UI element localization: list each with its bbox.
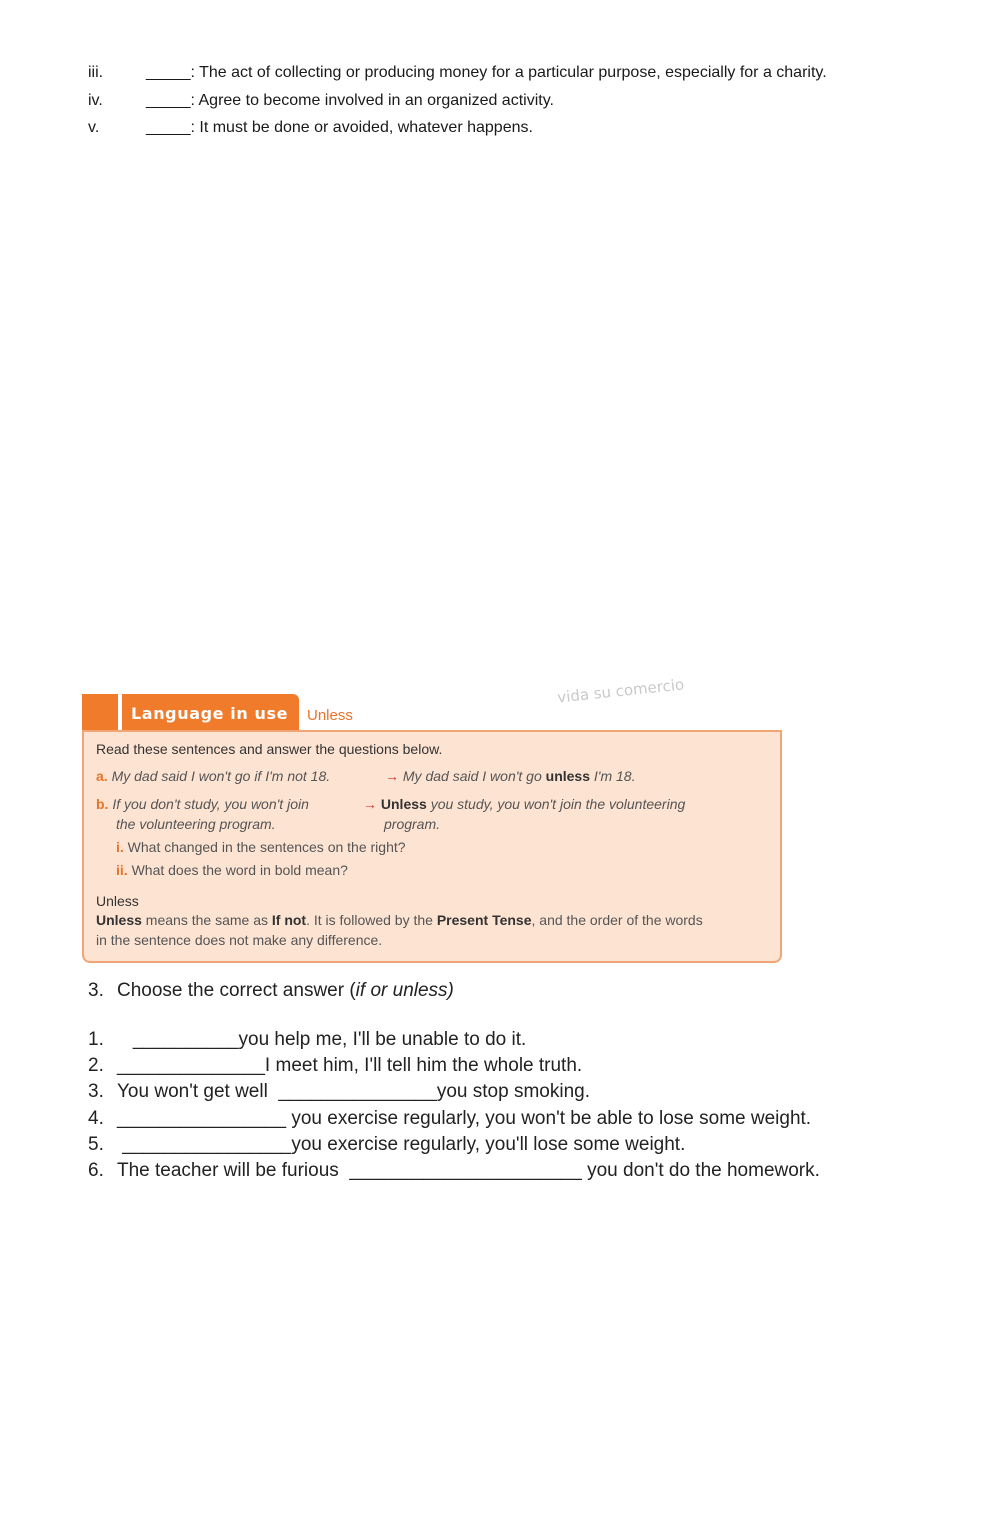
rule-line-2: in the sentence does not make any difference.: [96, 932, 383, 948]
item-number: 5.: [88, 1133, 104, 1155]
example-b-right-text-cont: program.: [384, 816, 441, 832]
exercise-item: [88, 1132, 968, 1158]
item-number: 2.: [88, 1055, 104, 1077]
example-a-left: [96, 768, 330, 784]
exercise-list: [88, 1027, 968, 1184]
box-subtitle: Unless: [307, 707, 353, 724]
example-b-label: b.: [96, 796, 109, 812]
definition-item: [88, 87, 968, 115]
item-number: 3.: [88, 1081, 104, 1103]
example-b-text-cont: the volunteering program.: [116, 816, 276, 832]
rule-bold-unless: Unless: [96, 912, 142, 928]
item-text: __________you help me, I'll be unable to do it.: [117, 1029, 527, 1050]
question-2-text: What does the word in bold mean?: [131, 862, 348, 878]
definition-item: [88, 114, 968, 142]
exercise-item: [88, 1158, 968, 1184]
item-number: 4.: [88, 1107, 104, 1129]
exercise-item: [88, 1053, 968, 1079]
example-a-bold: unless: [545, 768, 590, 784]
question-1-text: What changed in the sentences on the right?: [127, 839, 406, 855]
item-text: ________________ you exercise regularly, you won't be able to lose some weight.: [117, 1107, 812, 1129]
example-a-text: My dad said I won't go if I'm not 18.: [111, 768, 331, 784]
arrow-icon: →: [363, 796, 377, 812]
exercise-instruction: Choose the correct answer (: [117, 980, 356, 1001]
watermark: vida su comercio: [556, 675, 685, 707]
example-b-right: [363, 796, 685, 812]
rule-bold-present-tense: Present Tense: [436, 912, 532, 928]
exercise-heading: [88, 980, 454, 1002]
item-text: You won't get well _______________you stop smoking.: [117, 1081, 590, 1103]
definition-number: iv.: [88, 91, 103, 109]
instruction: Read these sentences and answer the questions below.: [96, 741, 443, 757]
example-a-right-end: I'm 18.: [590, 768, 636, 784]
exercise-item: [88, 1079, 968, 1105]
rule-line-1: [96, 912, 703, 928]
definition-text: _____: The act of collecting or producing money for a particular purpose, especially for a charity.: [146, 64, 827, 81]
question-2: [116, 862, 348, 878]
example-b-right-cont: [384, 816, 440, 832]
example-a-label: a.: [96, 768, 108, 784]
rule-text: . It is followed by the: [306, 912, 437, 928]
arrow-icon: →: [385, 768, 399, 784]
rule-title: Unless: [96, 893, 139, 909]
example-b-text: If you don't study, you won't join: [112, 796, 309, 812]
exercise-item: [88, 1106, 968, 1132]
item-text: ________________you exercise regularly, you'll lose some weight.: [117, 1133, 686, 1155]
item-number: 1.: [88, 1029, 104, 1050]
question-1: [116, 839, 406, 855]
grammar-panel: [82, 730, 782, 963]
question-1-label: i.: [116, 839, 124, 855]
definitions-list: [88, 59, 968, 142]
item-number: 6.: [88, 1160, 104, 1182]
rule-text: means the same as: [141, 912, 272, 928]
tab-marker: [82, 694, 118, 732]
example-b-left: [96, 796, 309, 812]
question-2-label: ii.: [116, 862, 128, 878]
example-b-left-cont: [116, 816, 276, 832]
example-a-right: [385, 768, 635, 784]
definition-text: _____: It must be done or avoided, whatever happens.: [146, 119, 533, 136]
box-title: Language in use: [131, 704, 289, 723]
exercise-number: 3.: [88, 980, 104, 1001]
exercise-options: if or unless): [355, 980, 454, 1001]
example-a-right-text: My dad said I won't go: [402, 768, 546, 784]
example-b-right-text: you study, you won't join the volunteering: [426, 796, 686, 812]
exercise-item: [88, 1027, 968, 1053]
language-in-use-box: [82, 675, 782, 962]
definition-number: v.: [88, 119, 100, 136]
definition-text: _____: Agree to become involved in an organized activity.: [146, 91, 554, 109]
definition-item: [88, 59, 968, 87]
definition-number: iii.: [88, 64, 104, 81]
item-text: The teacher will be furious ______________________ you don't do the homework.: [117, 1160, 820, 1182]
rule-bold-if-not: If not: [271, 912, 307, 928]
example-b-bold: Unless: [380, 796, 427, 812]
rule-text: , and the order of the words: [531, 912, 703, 928]
item-text: ______________I meet him, I'll tell him the whole truth.: [117, 1055, 583, 1077]
